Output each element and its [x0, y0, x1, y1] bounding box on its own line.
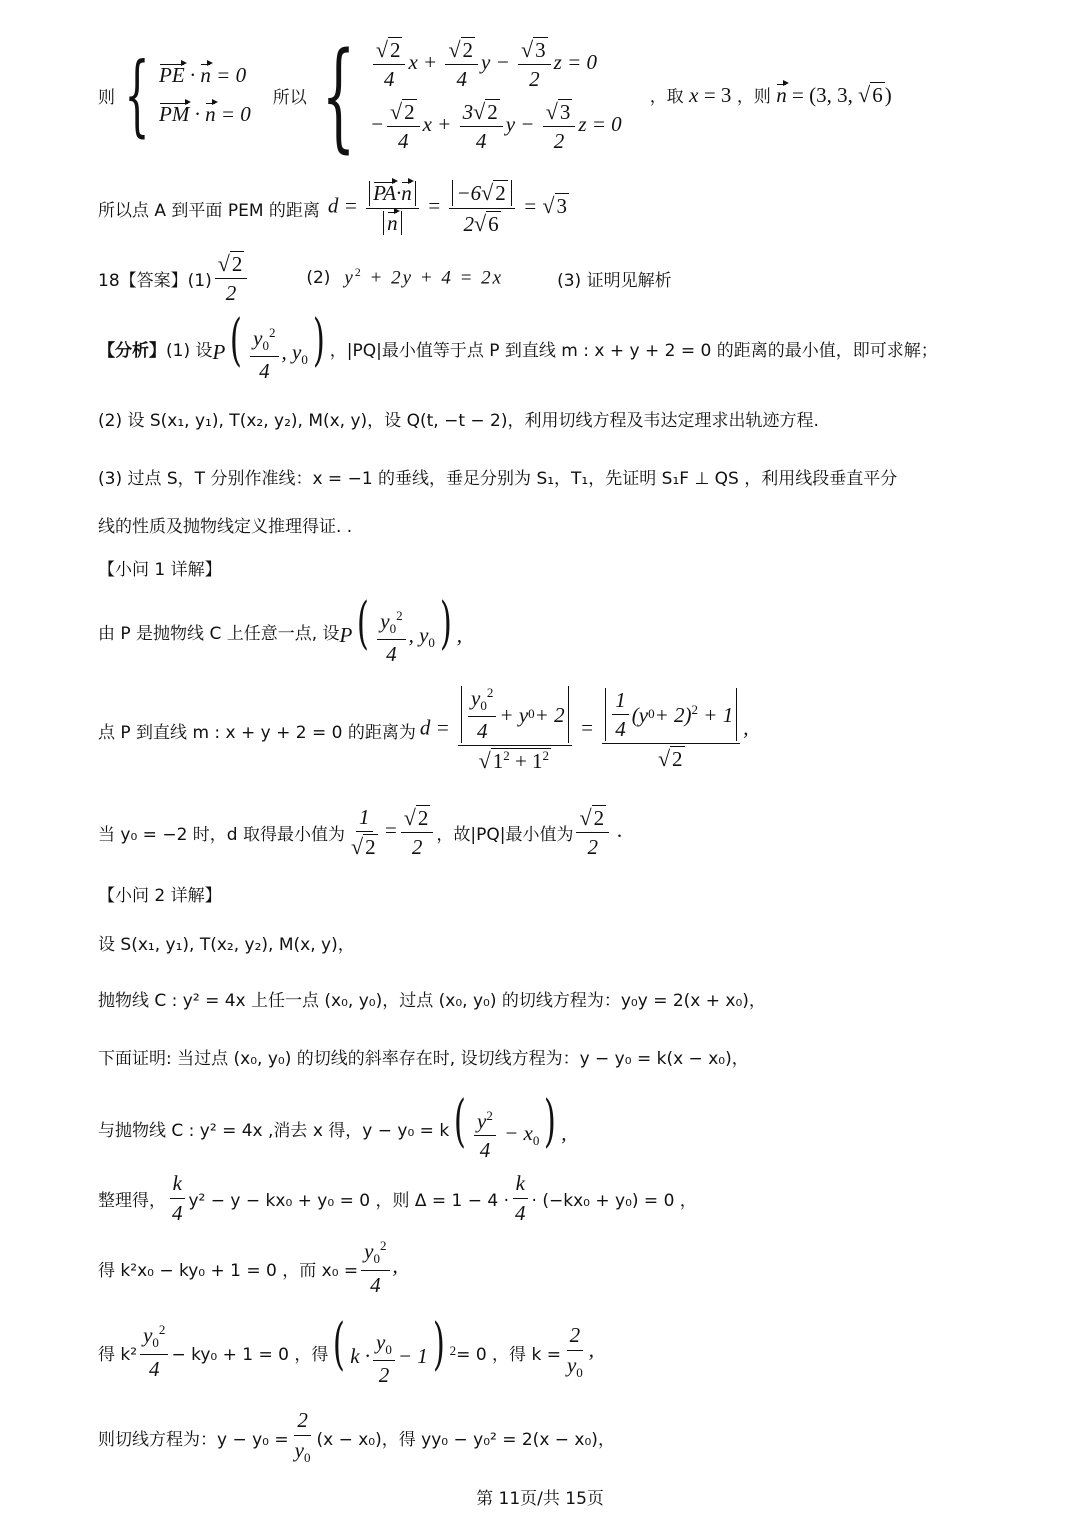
- q1-line-2: [98, 682, 748, 778]
- analysis-line-2: [98, 400, 819, 436]
- analysis-p3b: 线的性质及抛物线定义推理得证. .: [98, 516, 353, 537]
- q2-l2: 抛物线 C : y² = 4x 上任一点 (x₀, y₀)，过点 (x₀, y₀) 的切线方程为：y₀y = 2(x + x₀)，: [98, 990, 766, 1011]
- analysis-p1-a: (1) 设: [166, 340, 213, 361]
- q2-l8-frac: $\frac{2}{y_0}$: [294, 1408, 311, 1465]
- analysis-line-3: [98, 458, 897, 494]
- answer-3: (3) 证明见解析: [557, 270, 672, 291]
- q2-l8-b: (x − x₀)，得 yy₀ − y₀² = 2(x − x₀)，: [316, 1429, 615, 1450]
- q1-l2-text: 点 P 到直线 m : x + y + 2 = 0 的距离为: [98, 722, 416, 743]
- q1-l3-text-a: 当 y₀ = −2 时，d 取得最小值为: [98, 824, 345, 845]
- analysis-p3: (3) 过点 S，T 分别作准线：x = −1 的垂线，垂足分别为 S₁，T₁，先证明 S₁F ⊥ QS ，利用线段垂直平分: [98, 468, 898, 489]
- q2-l1: 设 S(x₁, y₁), T(x₂, y₂), M(x, y)，: [98, 934, 355, 955]
- analysis-p2: (2) 设 S(x₁, y₁), T(x₂, y₂), M(x, y)，设 Q(t, −t − 2)，利用切线方程及韦达定理求出轨迹方程.: [98, 410, 819, 431]
- distance-formula: d = PA · n n = −6 √ 2 2 √ 6 = √ 3: [327, 180, 568, 236]
- sys-eq-1: √ 2 4 x + √ 2 4 y − √ 3 2 z = 0: [370, 37, 622, 91]
- q2-line-8: [98, 1408, 615, 1466]
- left-brace: {: [124, 43, 150, 147]
- analysis-label: 【分析】: [98, 340, 166, 361]
- q1-pq-min: √ 2 2 .: [573, 805, 622, 859]
- point-p-param: P( $\frac{y_0^2}{4}$ , $y_0$): [212, 308, 325, 383]
- q2-heading-line: [98, 878, 222, 908]
- q2-l4-frac: ( $\frac{y^2}{4}$ − $x_0$) ,: [454, 1089, 567, 1162]
- take-x-text: ，取 x = 3 ，则 n = (3, 3, √ 6 ): [649, 82, 892, 107]
- q2-line-5: [98, 1170, 697, 1226]
- q2-l5-b: y² − y − kx₀ + y₀ = 0 ，则 Δ = 1 − 4 ·: [188, 1190, 510, 1211]
- q2-l6-frac: $\frac{y_0^2}{4}$ ,: [358, 1239, 398, 1296]
- q2-l7-c: = 0 ，得 k =: [456, 1344, 561, 1365]
- q2-l3: 下面证明: 当过点 (x₀, y₀) 的切线的斜率存在时, 设切线方程为：y − y₀ = k(x − x₀)，: [98, 1048, 749, 1069]
- sys-eq-2: − √ 2 4 x + 3 √ 2 4 y − √ 3 2 z = 0: [369, 99, 622, 154]
- distance-line: [98, 172, 569, 244]
- q2-line-7: [98, 1312, 595, 1387]
- distance-text: 所以点 A 到平面 PEM 的距离: [98, 200, 320, 221]
- q2-l7-frac1: $\frac{y_0^2}{4}$: [137, 1323, 171, 1380]
- q2-line-2: [98, 982, 766, 1014]
- dot-product-equations: [159, 63, 251, 127]
- answer-2: $y^2 + 2y + 4 = 2x$: [344, 266, 504, 289]
- q2-l4-text: 与抛物线 C : y² = 4x ,消去 x 得，y − y₀ = k: [98, 1120, 450, 1141]
- q2-l5-k4b: $\frac{k}{4}$: [509, 1171, 532, 1224]
- q2-l7-k: $\frac{2}{y_0}$ ,: [566, 1323, 595, 1380]
- q2-l7-a: 得 k²: [98, 1344, 138, 1365]
- left-brace-2: {: [321, 25, 356, 164]
- q2-l7-b: − ky₀ + 1 = 0 ，得: [171, 1344, 329, 1365]
- suoyi-label: 所以: [272, 87, 307, 108]
- q1-min-value: 1 √ 2 = √ 2 2: [345, 805, 436, 859]
- q1-heading: 【小问 1 详解】: [98, 559, 222, 580]
- q2-l7-square: ( k · $\frac{y_0}{2}$ − 1) $^2$: [333, 1312, 457, 1387]
- analysis-p1-b: ，|PQ|最小值等于点 P 到直线 m : x + y + 2 = 0 的距离的最小值，即可求解；: [329, 340, 938, 361]
- answer-line: [98, 250, 672, 306]
- ze-label: 则: [98, 87, 115, 108]
- q1-line-1: [98, 591, 463, 666]
- q1-line-3: [98, 800, 623, 864]
- q1-heading-line: [98, 552, 222, 582]
- q1-point-p: P( $\frac{y_0^2}{4}$ , $y_0$) ,: [339, 591, 463, 666]
- q2-heading: 【小问 2 详解】: [98, 885, 222, 906]
- eq-pm-n: PM · n = 0: [159, 102, 251, 126]
- analysis-line-1: [98, 308, 938, 383]
- q2-line-6: [98, 1240, 398, 1296]
- q2-l5-a: 整理得，: [98, 1190, 166, 1211]
- q2-line-4: [98, 1089, 567, 1162]
- q1-l1-text: 由 P 是抛物线 C 上任意一点, 设: [98, 623, 340, 644]
- answer-2-label: (2): [306, 268, 331, 288]
- q1-l3-text-b: ，故|PQ|最小值为: [436, 824, 574, 845]
- q1-distance-formula: d = $\frac{y_0^2}{4}$ + y 0 + 2 √ $1^2 + 1^2$ = $\frac{1}{4}$ ( y 0 + 2)$^2$ + 1 √ 2 ,: [419, 685, 749, 774]
- q2-l6-a: 得 k²x₀ − ky₀ + 1 = 0 ，而 x₀ =: [98, 1260, 359, 1281]
- q2-l5-c: · (−kx₀ + y₀) = 0 ，: [531, 1190, 697, 1211]
- linear-system: [370, 37, 622, 154]
- q2-line-3: [98, 1040, 749, 1072]
- q2-l5-k4: $\frac{k}{4}$: [166, 1171, 189, 1224]
- answer-1: √ 2 2: [212, 251, 251, 305]
- eq-pe-n: PE · n = 0: [159, 63, 247, 87]
- analysis-line-4: [98, 508, 352, 540]
- answer-label: 18【答案】(1): [98, 270, 212, 291]
- page-footer: 第 11页/共 15页: [476, 1489, 604, 1509]
- normal-vector-system: [98, 25, 892, 164]
- q2-line-1: [98, 926, 355, 958]
- q2-l8-a: 则切线方程为：y − y₀ =: [98, 1429, 289, 1450]
